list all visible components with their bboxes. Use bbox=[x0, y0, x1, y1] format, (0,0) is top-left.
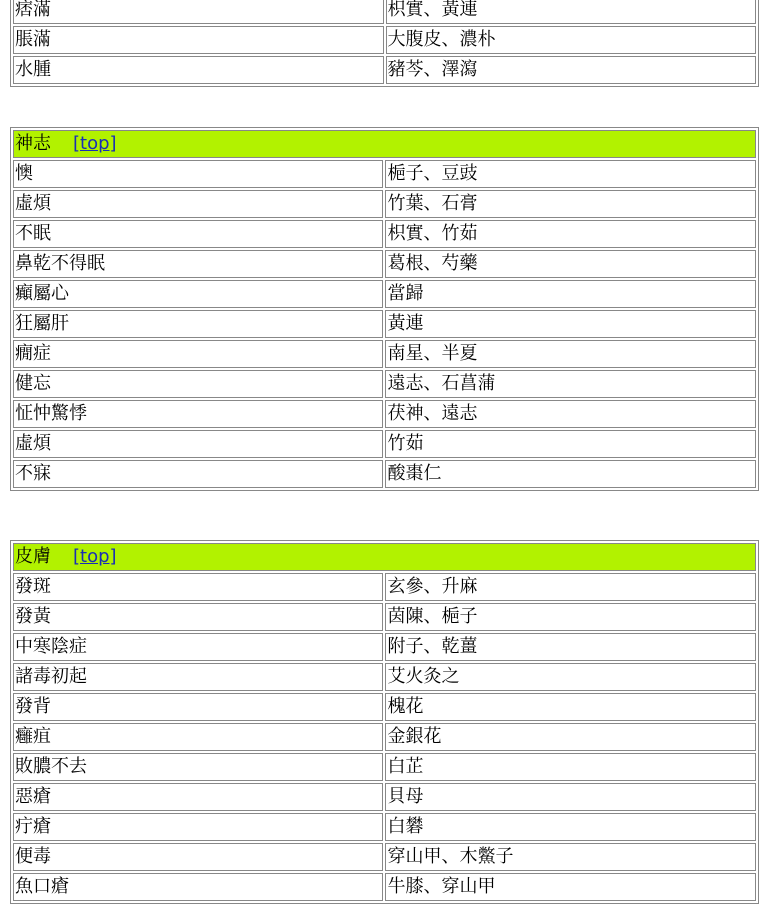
table-row bbox=[13, 430, 756, 458]
section-header-row bbox=[13, 130, 756, 158]
herbs-cell: 牛膝、穿山甲 bbox=[385, 873, 756, 901]
symptom-cell: 中寒陰症 bbox=[13, 633, 383, 661]
symptom-cell: 發背 bbox=[13, 693, 383, 721]
table-row bbox=[13, 370, 756, 398]
herbs-cell: 酸棗仁 bbox=[385, 460, 756, 488]
herbs-cell: 大腹皮、濃朴 bbox=[386, 26, 757, 54]
herbs-cell: 南星、半夏 bbox=[385, 340, 756, 368]
table-row bbox=[13, 26, 756, 54]
herbs-cell: 茯神、遠志 bbox=[385, 400, 756, 428]
herbs-cell: 竹葉、石膏 bbox=[385, 190, 756, 218]
herbs-cell: 豬芩、澤瀉 bbox=[386, 56, 757, 84]
herbs-cell: 附子、乾薑 bbox=[385, 633, 756, 661]
herbs-cell: 葛根、芍藥 bbox=[385, 250, 756, 278]
table-row bbox=[13, 783, 756, 811]
herbs-cell: 枳實、黃連 bbox=[386, 0, 757, 24]
herbs-cell: 玄參、升麻 bbox=[385, 573, 756, 601]
symptom-cell: 不寐 bbox=[13, 460, 383, 488]
table-row bbox=[13, 813, 756, 841]
herbs-cell: 貝母 bbox=[385, 783, 756, 811]
table-row bbox=[13, 603, 756, 631]
table-row bbox=[13, 220, 756, 248]
herbs-cell: 槐花 bbox=[385, 693, 756, 721]
symptom-cell: 懊 bbox=[13, 160, 383, 188]
symptom-cell: 怔忡驚悸 bbox=[13, 400, 383, 428]
symptom-table-pifu bbox=[10, 540, 759, 904]
symptom-table-continued bbox=[10, 0, 759, 87]
symptom-cell: 癲屬心 bbox=[13, 280, 383, 308]
symptom-cell: 敗膿不去 bbox=[13, 753, 383, 781]
symptom-cell: 疔瘡 bbox=[13, 813, 383, 841]
section-title: 神志 bbox=[15, 133, 51, 154]
table-row bbox=[13, 663, 756, 691]
symptom-cell: 健忘 bbox=[13, 370, 383, 398]
symptom-cell: 發斑 bbox=[13, 573, 383, 601]
table-row bbox=[13, 250, 756, 278]
symptom-cell: 便毒 bbox=[13, 843, 383, 871]
herbs-cell: 艾火灸之 bbox=[385, 663, 756, 691]
herbs-cell: 金銀花 bbox=[385, 723, 756, 751]
herbs-cell: 茵陳、梔子 bbox=[385, 603, 756, 631]
table-row bbox=[13, 693, 756, 721]
section-header-row bbox=[13, 543, 756, 571]
table-row bbox=[13, 56, 756, 84]
table-row bbox=[13, 190, 756, 218]
top-link[interactable]: [top] bbox=[73, 546, 117, 567]
symptom-cell: 癰疽 bbox=[13, 723, 383, 751]
herbs-cell: 白礬 bbox=[385, 813, 756, 841]
table-row bbox=[13, 753, 756, 781]
symptom-cell: 虛煩 bbox=[13, 190, 383, 218]
symptom-cell: 鼻乾不得眠 bbox=[13, 250, 383, 278]
table-row bbox=[13, 310, 756, 338]
table-row bbox=[13, 400, 756, 428]
table-row bbox=[13, 633, 756, 661]
symptom-cell: 痞滿 bbox=[13, 0, 384, 24]
table-row bbox=[13, 160, 756, 188]
herbs-cell: 枳實、竹茹 bbox=[385, 220, 756, 248]
herbs-cell: 黃連 bbox=[385, 310, 756, 338]
top-link[interactable]: [top] bbox=[73, 133, 117, 154]
table-row bbox=[13, 723, 756, 751]
section-header bbox=[13, 543, 756, 571]
table-row bbox=[13, 460, 756, 488]
table-row bbox=[13, 280, 756, 308]
table-row bbox=[13, 0, 756, 24]
herbs-cell: 穿山甲、木鱉子 bbox=[385, 843, 756, 871]
symptom-cell: 脹滿 bbox=[13, 26, 384, 54]
symptom-cell: 狂屬肝 bbox=[13, 310, 383, 338]
symptom-cell: 癇症 bbox=[13, 340, 383, 368]
section-title: 皮膚 bbox=[15, 546, 51, 567]
herbs-cell: 遠志、石菖蒲 bbox=[385, 370, 756, 398]
symptom-cell: 不眠 bbox=[13, 220, 383, 248]
table-row bbox=[13, 873, 756, 901]
symptom-cell: 水腫 bbox=[13, 56, 384, 84]
herbs-cell: 梔子、豆豉 bbox=[385, 160, 756, 188]
symptom-cell: 發黃 bbox=[13, 603, 383, 631]
table-row bbox=[13, 573, 756, 601]
section-header bbox=[13, 130, 756, 158]
symptom-cell: 魚口瘡 bbox=[13, 873, 383, 901]
symptom-cell: 惡瘡 bbox=[13, 783, 383, 811]
herbs-cell: 當歸 bbox=[385, 280, 756, 308]
herbs-cell: 白芷 bbox=[385, 753, 756, 781]
symptom-cell: 諸毒初起 bbox=[13, 663, 383, 691]
table-row bbox=[13, 340, 756, 368]
herbs-cell: 竹茹 bbox=[385, 430, 756, 458]
symptom-cell: 虛煩 bbox=[13, 430, 383, 458]
table-row bbox=[13, 843, 756, 871]
symptom-table-shenzhi bbox=[10, 127, 759, 491]
